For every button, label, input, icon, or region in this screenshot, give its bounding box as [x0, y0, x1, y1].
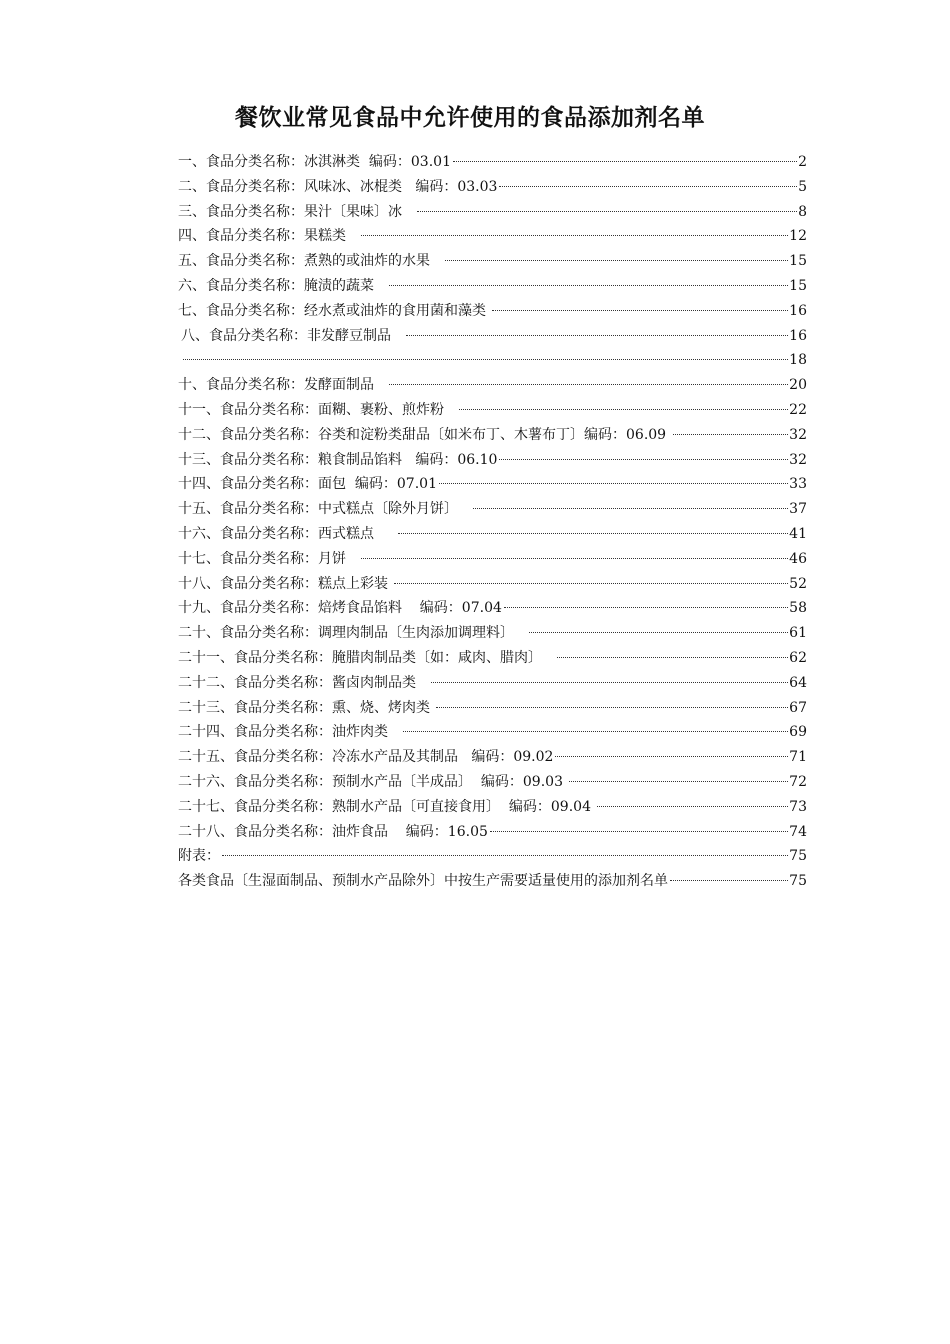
toc-page-number: 72: [789, 773, 807, 790]
toc-page-number: 5: [798, 178, 807, 195]
toc-dot-leader: [361, 235, 788, 236]
toc-entry[interactable]: [178, 249, 807, 274]
toc-entry-title: 十五、食品分类名称：中式糕点〔除外月饼〕: [178, 501, 472, 518]
toc-dot-leader: [557, 657, 788, 658]
toc-page-number: 2: [798, 154, 807, 170]
toc-entry[interactable]: [178, 348, 807, 373]
toc-entry-title: 二十一、食品分类名称：腌腊肉制品类〔如：咸肉、腊肉〕: [178, 649, 556, 666]
toc-entry-title: 二十二、食品分类名称：酱卤肉制品类: [178, 674, 430, 691]
toc-entry-title: 二十六、食品分类名称：预制水产品〔半成品〕 编码：09.03: [178, 773, 568, 790]
toc-dot-leader: [597, 806, 788, 807]
toc-dot-leader: [436, 707, 788, 708]
toc-entry-title: 十八、食品分类名称：糕点上彩装: [178, 575, 393, 592]
toc-entry[interactable]: [178, 621, 807, 646]
toc-entry[interactable]: [178, 671, 807, 696]
toc-dot-leader: [499, 459, 788, 460]
toc-entry-title: 附表：: [178, 848, 220, 865]
toc-dot-leader: [417, 211, 797, 212]
toc-page-number: 71: [789, 749, 807, 766]
toc-entry[interactable]: [178, 795, 807, 820]
toc-entry[interactable]: [178, 472, 807, 497]
toc-page-number: 74: [789, 823, 807, 840]
toc-page-number: 16: [789, 302, 807, 319]
toc-entry[interactable]: [178, 869, 807, 894]
toc-page-number: 67: [789, 699, 807, 716]
toc-entry-title: 八、食品分类名称：非发酵豆制品: [181, 327, 405, 344]
toc-entry[interactable]: [178, 398, 807, 423]
toc-entry-title: 三、食品分类名称：果汁〔果味〕冰: [178, 203, 416, 220]
toc-page-number: 33: [789, 476, 807, 493]
toc-page-number: 75: [789, 873, 807, 890]
toc-page-number: 22: [789, 401, 807, 418]
toc-entry-title: 十四、食品分类名称：面包 编码：07.01: [178, 476, 437, 493]
toc-dot-leader: [459, 409, 788, 410]
toc-entry[interactable]: [178, 572, 807, 597]
toc-entry[interactable]: [178, 745, 807, 770]
toc-dot-leader: [670, 880, 788, 881]
toc-entry[interactable]: [178, 150, 807, 175]
toc-entry-title: 十二、食品分类名称：谷类和淀粉类甜品〔如米布丁、木薯布丁〕编码：06.09: [178, 426, 671, 443]
toc-entry-title: 四、食品分类名称：果糕类: [178, 228, 360, 245]
toc-page-number: 37: [789, 501, 807, 518]
toc-dot-leader: [473, 508, 788, 509]
toc-page-number: 62: [789, 649, 807, 666]
toc-dot-leader: [492, 310, 788, 311]
toc-entry-title: 十三、食品分类名称：粮食制品馅料 编码：06.10: [178, 451, 498, 468]
toc-page-number: 52: [789, 575, 807, 592]
toc-dot-leader: [403, 731, 788, 732]
toc-entry[interactable]: [178, 770, 807, 795]
toc-dot-leader: [529, 632, 788, 633]
toc-entry-title: 二十八、食品分类名称：油炸食品 编码：16.05: [178, 823, 488, 840]
toc-page-number: 12: [789, 228, 807, 245]
toc-entry-title: 十、食品分类名称：发酵面制品: [178, 377, 388, 394]
toc-page-number: 58: [789, 600, 807, 617]
toc-page-number: 15: [789, 277, 807, 294]
toc-page-number: 46: [789, 550, 807, 567]
toc-dot-leader: [499, 186, 797, 187]
toc-entry-title: 二十、食品分类名称：调理肉制品〔生肉添加调理料〕: [178, 625, 528, 642]
toc-page-number: 75: [789, 848, 807, 865]
toc-dot-leader: [673, 434, 789, 435]
toc-entry-title: 二十七、食品分类名称：熟制水产品〔可直接食用〕 编码：09.04: [178, 798, 596, 815]
toc-entry-title: 十一、食品分类名称：面糊、裹粉、煎炸粉: [178, 401, 458, 418]
toc-dot-leader: [439, 483, 788, 484]
toc-entry[interactable]: [178, 423, 807, 448]
toc-dot-leader: [222, 855, 788, 856]
toc-dot-leader: [490, 831, 788, 832]
toc-dot-leader: [389, 384, 788, 385]
toc-page-number: 61: [789, 625, 807, 642]
toc-dot-leader: [555, 756, 788, 757]
toc-page-number: 15: [789, 253, 807, 270]
toc-entry-title: 十六、食品分类名称：西式糕点: [178, 525, 397, 542]
toc-entry[interactable]: [178, 373, 807, 398]
toc-dot-leader: [406, 335, 788, 336]
toc-entry[interactable]: [178, 646, 807, 671]
toc-page-number: 69: [789, 724, 807, 741]
toc-entry[interactable]: [178, 200, 807, 225]
toc-page-number: 32: [789, 426, 807, 443]
toc-entry-title: 二十五、食品分类名称：冷冻水产品及其制品 编码：09.02: [178, 749, 554, 766]
toc-entry-title: 十七、食品分类名称：月饼: [178, 550, 360, 567]
toc-entry[interactable]: [178, 820, 807, 845]
toc-entry-title: 六、食品分类名称：腌渍的蔬菜: [178, 277, 388, 294]
toc-entry-title: 七、食品分类名称：经水煮或油炸的食用菌和藻类: [178, 302, 491, 319]
toc-entry-title: 二十四、食品分类名称：油炸肉类: [178, 724, 402, 741]
toc-dot-leader: [183, 359, 788, 360]
toc-dot-leader: [389, 285, 788, 286]
toc-entry-title: 二十三、食品分类名称：熏、烧、烤肉类: [178, 699, 435, 716]
toc-entry[interactable]: [178, 497, 807, 522]
toc-dot-leader: [398, 533, 788, 534]
toc-page-number: 64: [789, 674, 807, 691]
toc-entry[interactable]: [178, 720, 807, 745]
toc-entry[interactable]: [178, 522, 807, 547]
toc-entry[interactable]: [178, 299, 807, 324]
toc-page-number: 16: [789, 327, 807, 344]
toc-entry[interactable]: [178, 547, 807, 572]
toc-dot-leader: [431, 682, 788, 683]
table-of-contents: [178, 150, 807, 894]
toc-entry[interactable]: [178, 596, 807, 621]
toc-entry[interactable]: [178, 274, 807, 299]
toc-entry-title: 五、食品分类名称：煮熟的或油炸的水果: [178, 253, 444, 270]
toc-entry[interactable]: [178, 696, 807, 721]
toc-dot-leader: [445, 260, 788, 261]
toc-dot-leader: [361, 558, 788, 559]
toc-entry-title: 二、食品分类名称：风味冰、冰棍类 编码：03.03: [178, 178, 498, 195]
toc-entry[interactable]: [178, 448, 807, 473]
toc-entry[interactable]: [178, 224, 807, 249]
toc-dot-leader: [569, 781, 788, 782]
toc-entry[interactable]: [178, 844, 807, 869]
toc-entry-title: 一、食品分类名称：冰淇淋类 编码：03.01: [178, 154, 451, 170]
toc-page-number: 8: [798, 203, 807, 220]
document-title: 餐饮业常见食品中允许使用的食品添加剂名单: [235, 105, 705, 131]
toc-page-number: 73: [789, 798, 807, 815]
toc-dot-leader: [394, 583, 788, 584]
toc-dot-leader: [504, 607, 788, 608]
toc-entry-title: 各类食品〔生湿面制品、预制水产品除外〕中按生产需要适量使用的添加剂名单: [178, 873, 668, 890]
toc-page-number: 41: [789, 525, 807, 542]
toc-page-number: 18: [789, 352, 807, 369]
toc-page-number: 20: [789, 377, 807, 394]
toc-entry[interactable]: [178, 175, 807, 200]
toc-page-number: 32: [789, 451, 807, 468]
toc-entry-title: 十九、食品分类名称：焙烤食品馅料 编码：07.04: [178, 600, 502, 617]
toc-dot-leader: [453, 161, 797, 162]
toc-entry[interactable]: [178, 324, 807, 349]
